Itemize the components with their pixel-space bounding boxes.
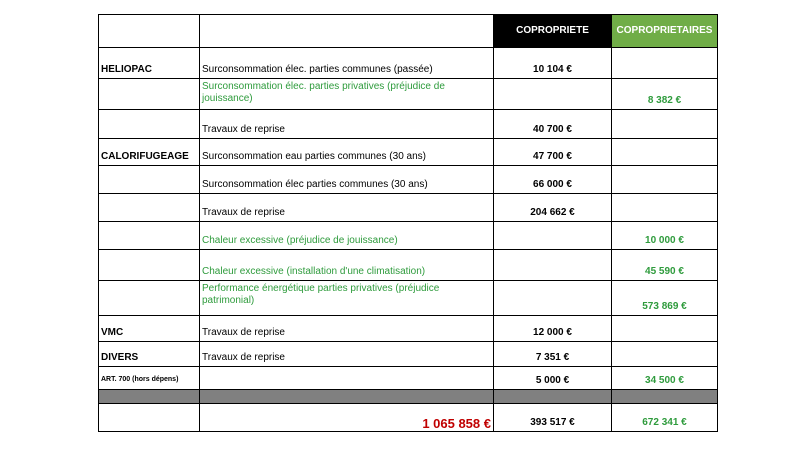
coproprietaires-amount	[612, 194, 718, 222]
coproprietaires-amount: 10 000 €	[612, 222, 718, 250]
total-empty	[99, 404, 200, 432]
table-row	[99, 166, 718, 194]
row-description: Travaux de reprise	[200, 110, 494, 139]
copropriete-amount: 7 351 €	[494, 342, 612, 367]
copropriete-amount: 66 000 €	[494, 166, 612, 194]
separator-cell	[99, 390, 200, 404]
row-description: Surconsommation élec. parties privatives (préjudice de jouissance)	[200, 79, 494, 110]
category-art700: ART. 700 (hors dépens)	[99, 367, 200, 390]
table-row	[99, 194, 718, 222]
header-row	[99, 15, 718, 48]
separator-cell	[494, 390, 612, 404]
row-description: Travaux de reprise	[200, 194, 494, 222]
summary-table	[98, 14, 718, 432]
coproprietaires-amount	[612, 316, 718, 342]
copropriete-amount: 204 662 €	[494, 194, 612, 222]
copropriete-amount: 12 000 €	[494, 316, 612, 342]
copropriete-amount	[494, 222, 612, 250]
grand-total: 1 065 858 €	[200, 404, 494, 432]
table-row	[99, 367, 718, 390]
category-cell	[99, 281, 200, 316]
header-empty-1	[99, 15, 200, 48]
table-row	[99, 316, 718, 342]
copropriete-amount: 10 104 €	[494, 48, 612, 79]
row-description: Surconsommation élec. parties communes (passée)	[200, 48, 494, 79]
coproprietaires-amount	[612, 342, 718, 367]
table-row	[99, 110, 718, 139]
row-description: Surconsommation élec parties communes (30 ans)	[200, 166, 494, 194]
separator-row	[99, 390, 718, 404]
row-description: Surconsommation eau parties communes (30 ans)	[200, 139, 494, 166]
coproprietaires-amount	[612, 166, 718, 194]
table-row	[99, 281, 718, 316]
coproprietaires-amount	[612, 139, 718, 166]
row-description	[200, 367, 494, 390]
row-description: Chaleur excessive (installation d'une climatisation)	[200, 250, 494, 281]
copropriete-amount	[494, 281, 612, 316]
category-vmc: VMC	[99, 316, 200, 342]
table-row	[99, 79, 718, 110]
table-row	[99, 342, 718, 367]
coproprietaires-total: 672 341 €	[612, 404, 718, 432]
category-cell	[99, 194, 200, 222]
header-coproprietaires: COPROPRIETAIRES	[612, 15, 718, 48]
copropriete-amount: 40 700 €	[494, 110, 612, 139]
copropriete-total: 393 517 €	[494, 404, 612, 432]
header-copropriete: COPROPRIETE	[494, 15, 612, 48]
table-row	[99, 48, 718, 79]
row-description: Chaleur excessive (préjudice de jouissance)	[200, 222, 494, 250]
table-row	[99, 250, 718, 281]
copropriete-amount: 47 700 €	[494, 139, 612, 166]
separator-cell	[612, 390, 718, 404]
coproprietaires-amount: 34 500 €	[612, 367, 718, 390]
category-cell	[99, 110, 200, 139]
coproprietaires-amount	[612, 48, 718, 79]
coproprietaires-amount	[612, 110, 718, 139]
coproprietaires-amount: 8 382 €	[612, 79, 718, 110]
copropriete-amount	[494, 250, 612, 281]
category-cell	[99, 222, 200, 250]
category-cell	[99, 79, 200, 110]
table-row	[99, 139, 718, 166]
copropriete-amount	[494, 79, 612, 110]
table-row	[99, 222, 718, 250]
header-empty-2	[200, 15, 494, 48]
category-calorifugeage: CALORIFUGEAGE	[99, 139, 200, 166]
category-cell	[99, 250, 200, 281]
separator-cell	[200, 390, 494, 404]
category-cell	[99, 166, 200, 194]
row-description: Travaux de reprise	[200, 316, 494, 342]
row-description: Travaux de reprise	[200, 342, 494, 367]
coproprietaires-amount: 45 590 €	[612, 250, 718, 281]
copropriete-amount: 5 000 €	[494, 367, 612, 390]
row-description: Performance énergétique parties privatives (préjudice patrimonial)	[200, 281, 494, 316]
category-heliopac: HELIOPAC	[99, 48, 200, 79]
category-divers: DIVERS	[99, 342, 200, 367]
coproprietaires-amount: 573 869 €	[612, 281, 718, 316]
total-row	[99, 404, 718, 432]
